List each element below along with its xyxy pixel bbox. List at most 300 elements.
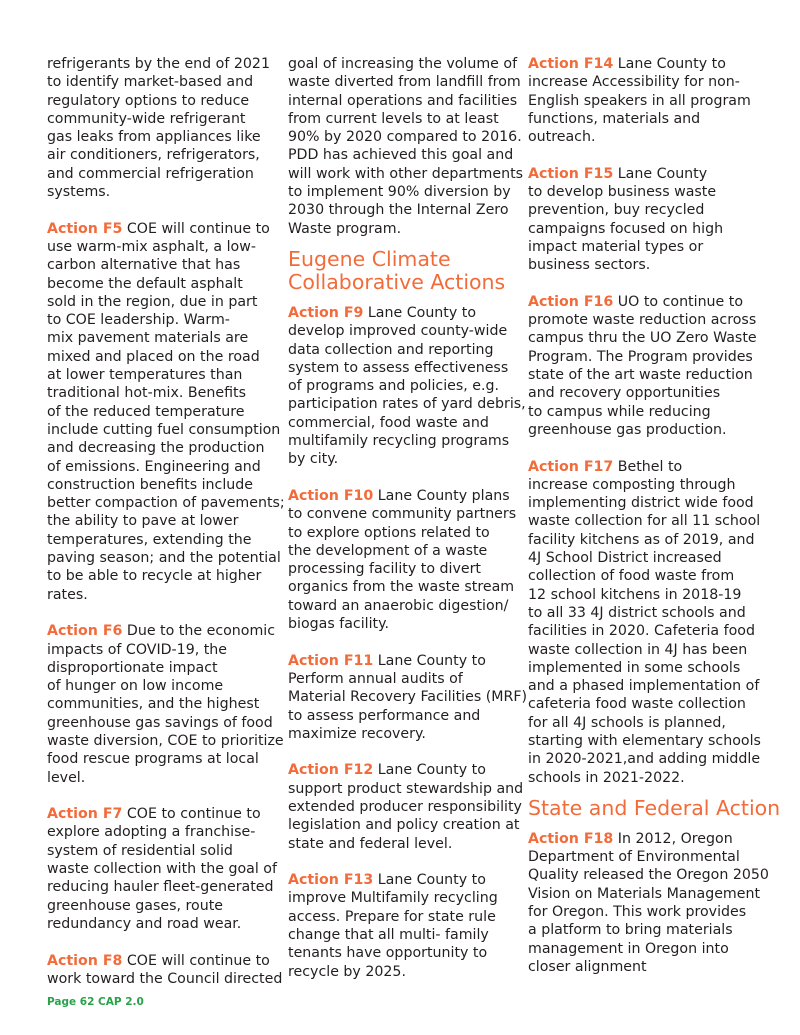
- text-line: [288, 128, 522, 146]
- line-text: to implement 90% diversion by: [288, 184, 511, 201]
- line-text: organics from the waste stream: [288, 579, 515, 596]
- line-text: Lane County to: [613, 56, 726, 72]
- line-text: reducing hauler fleet-generated: [47, 879, 274, 896]
- text-line: [528, 403, 768, 421]
- text-line: [528, 866, 768, 884]
- line-text: traditional hot-mix. Benefits: [47, 385, 246, 402]
- text-line: [47, 384, 277, 402]
- text-line: [288, 578, 518, 596]
- text-line: [47, 183, 277, 201]
- action-label: Action F16: [528, 293, 614, 310]
- line-text: and recovery opportunities: [528, 385, 721, 402]
- text-line: [528, 128, 768, 146]
- paragraph-gap: [47, 787, 277, 805]
- line-text: participation rates of yard debris,: [288, 396, 526, 413]
- paragraph-gap: [47, 604, 277, 622]
- line-text: for Oregon. This work provides: [528, 904, 747, 921]
- action-label: Action F10: [288, 487, 374, 504]
- text-line: [47, 165, 277, 183]
- line-text: 90% by 2020 compared to 2016.: [288, 129, 522, 146]
- text-line: [528, 567, 768, 585]
- line-text: impacts of COVID-19, the: [47, 641, 228, 658]
- text-line: [47, 952, 277, 970]
- text-line: [288, 670, 518, 688]
- line-text: English speakers in all program: [528, 92, 751, 109]
- section-heading: State and Federal Action: [528, 795, 781, 820]
- text-line: [528, 238, 768, 256]
- text-line: [288, 816, 518, 834]
- line-text: of emissions. Engineering and: [47, 458, 261, 475]
- text-line: [47, 366, 277, 384]
- text-line: [528, 110, 768, 128]
- text-line: [47, 641, 277, 659]
- action-label: Action F8: [47, 952, 123, 969]
- text-line: [47, 659, 277, 677]
- text-line: [47, 494, 285, 512]
- line-text: and a phased implementation of: [528, 678, 760, 695]
- heading-gap: [528, 820, 768, 830]
- text-line: [47, 823, 277, 841]
- column-3: [528, 55, 781, 976]
- text-line: [528, 830, 768, 848]
- paragraph-gap: [528, 275, 768, 293]
- text-line: [288, 871, 518, 889]
- text-line: [528, 512, 768, 530]
- line-text: support product stewardship and: [288, 780, 524, 797]
- text-line: [47, 586, 277, 604]
- line-text: from current levels to at least: [288, 110, 499, 127]
- line-text: sold in the region, due in part: [47, 293, 258, 310]
- action-label: Action F17: [528, 458, 614, 475]
- text-line: [288, 908, 518, 926]
- text-line: [528, 903, 768, 921]
- line-text: Due to the economic: [122, 623, 276, 640]
- text-line: [528, 885, 768, 903]
- text-line: [528, 622, 768, 640]
- text-line: [47, 311, 277, 329]
- text-line: [47, 110, 277, 128]
- line-text: processing facility to divert: [288, 561, 481, 578]
- line-text: regulatory options to reduce: [47, 92, 250, 109]
- action-label: Action F6: [47, 623, 123, 640]
- line-text: a platform to bring materials: [528, 922, 733, 939]
- paragraph-gap: [528, 439, 768, 457]
- line-text: to be able to recycle at higher: [47, 568, 262, 585]
- text-line: [288, 889, 518, 907]
- text-line: [528, 421, 768, 439]
- text-line: [47, 92, 277, 110]
- text-line: [528, 940, 768, 958]
- line-text: level.: [47, 769, 86, 786]
- text-line: [528, 531, 768, 549]
- text-line: [47, 256, 277, 274]
- text-line: [288, 359, 518, 377]
- text-line: [528, 549, 768, 567]
- text-line: [47, 55, 277, 73]
- text-line: [47, 714, 277, 732]
- line-text: mix pavement materials are: [47, 330, 249, 347]
- line-text: waste collection with the goal of: [47, 861, 277, 878]
- line-text: waste collection for all 11 school: [528, 513, 761, 530]
- line-text: gas leaks from appliances like: [47, 129, 261, 146]
- line-text: to convene community partners: [288, 506, 517, 523]
- line-text: system of residential solid: [47, 842, 233, 859]
- text-line: [528, 220, 768, 238]
- line-text: at lower temperatures than: [47, 367, 243, 384]
- text-line: [288, 615, 518, 633]
- line-text: greenhouse gas savings of food: [47, 714, 273, 731]
- paragraph-gap: [288, 469, 518, 487]
- line-text: facility kitchens as of 2019, and: [528, 531, 755, 548]
- line-text: Bethel to: [613, 458, 683, 475]
- text-line: [288, 341, 518, 359]
- line-text: impact material types or: [528, 238, 704, 255]
- text-line: [47, 512, 277, 530]
- line-text: Lane County plans: [373, 487, 510, 504]
- text-line: [288, 963, 518, 981]
- text-line: [528, 183, 768, 201]
- line-text: recycle by 2025.: [288, 963, 406, 980]
- action-label: Action F13: [288, 872, 374, 889]
- paragraph-gap: [528, 146, 768, 164]
- text-line: [288, 322, 518, 340]
- line-text: develop improved county-wide: [288, 323, 508, 340]
- text-line: [528, 769, 768, 787]
- text-line: [47, 549, 281, 567]
- line-text: increase Accessibility for non-: [528, 74, 740, 91]
- line-text: extended producer responsibility: [288, 798, 522, 815]
- line-text: implemented in some schools: [528, 659, 741, 676]
- line-text: state and federal level.: [288, 835, 453, 852]
- text-line: [528, 311, 768, 329]
- text-line: [47, 476, 277, 494]
- paragraph-gap: [47, 201, 277, 219]
- line-text: UO to continue to: [613, 293, 744, 310]
- text-line: [47, 970, 283, 988]
- line-text: the ability to pave at lower: [47, 513, 239, 530]
- line-text: Perform annual audits of: [288, 670, 463, 687]
- line-text: multifamily recycling programs: [288, 433, 510, 450]
- line-text: for all 4J schools is planned,: [528, 714, 726, 731]
- text-line: [47, 146, 277, 164]
- line-text: closer alignment: [528, 958, 647, 975]
- text-line: [288, 432, 518, 450]
- text-line: [288, 92, 518, 110]
- text-line: [47, 915, 277, 933]
- text-line: [528, 677, 768, 695]
- line-text: facilities in 2020. Cafeteria food: [528, 623, 755, 640]
- text-line: [288, 377, 518, 395]
- line-text: COE will continue to: [122, 952, 270, 969]
- text-line: [288, 165, 524, 183]
- text-line: [528, 73, 768, 91]
- line-text: to identify market-based and: [47, 74, 254, 91]
- line-text: of programs and policies, e.g.: [288, 378, 500, 395]
- text-line: [47, 439, 277, 457]
- line-text: toward an anaerobic digestion/: [288, 597, 509, 614]
- action-label: Action F11: [288, 652, 374, 669]
- text-line: [288, 201, 518, 219]
- paragraph-gap: [288, 853, 518, 871]
- line-text: include cutting fuel consumption: [47, 421, 281, 438]
- line-text: waste diversion, COE to prioritize: [47, 732, 284, 749]
- line-text: biogas facility.: [288, 616, 389, 633]
- line-text: 2030 through the Internal Zero: [288, 202, 509, 219]
- line-text: to develop business waste: [528, 184, 717, 201]
- line-text: implementing district wide food: [528, 495, 754, 512]
- text-line: [528, 714, 768, 732]
- line-text: community-wide refrigerant: [47, 110, 246, 127]
- text-line: [528, 92, 768, 110]
- line-text: goal of increasing the volume of: [288, 56, 518, 72]
- line-text: to COE leadership. Warm-: [47, 312, 230, 329]
- text-line: [528, 55, 768, 73]
- text-line: [288, 487, 518, 505]
- line-text: Material Recovery Facilities (MRF): [288, 689, 528, 706]
- text-line: [528, 958, 768, 976]
- text-line: [47, 567, 277, 585]
- line-text: access. Prepare for state rule: [288, 908, 496, 925]
- text-line: [288, 597, 518, 615]
- text-line: [288, 542, 518, 560]
- line-text: construction benefits include: [47, 476, 253, 493]
- line-text: state of the art waste reduction: [528, 367, 753, 384]
- line-text: Lane County to: [373, 762, 486, 779]
- text-line: [47, 878, 277, 896]
- line-text: Department of Environmental: [528, 849, 740, 866]
- text-line: [528, 256, 768, 274]
- line-text: Program. The Program provides: [528, 348, 753, 365]
- line-text: campaigns focused on high: [528, 220, 724, 237]
- line-text: In 2012, Oregon: [613, 830, 733, 847]
- text-line: [47, 531, 277, 549]
- line-text: Lane County to: [363, 304, 477, 321]
- text-line: [528, 366, 768, 384]
- action-label: Action F14: [528, 56, 614, 72]
- line-text: waste collection in 4J has been: [528, 641, 748, 658]
- line-text: will work with other departments: [288, 165, 524, 182]
- line-text: maximize recovery.: [288, 725, 426, 742]
- line-text: to assess performance and: [288, 707, 481, 724]
- line-text: the development of a waste: [288, 542, 488, 559]
- line-text: waste diverted from landfill from: [288, 74, 521, 91]
- text-line: [528, 732, 768, 750]
- line-text: Vision on Materials Management: [528, 885, 761, 902]
- text-line: [47, 220, 277, 238]
- text-line: [47, 695, 277, 713]
- line-text: food rescue programs at local: [47, 751, 259, 768]
- line-text: 12 school kitchens in 2018-19: [528, 586, 742, 603]
- line-text: and decreasing the production: [47, 440, 265, 457]
- text-line: [288, 835, 518, 853]
- line-text: carbon alternative that has: [47, 257, 241, 274]
- line-text: to campus while reducing: [528, 403, 711, 420]
- line-text: temperatures, extending the: [47, 531, 252, 548]
- line-text: in 2020-2021,and adding middle: [528, 751, 761, 768]
- line-text: cafeteria food waste collection: [528, 696, 746, 713]
- text-line: [288, 761, 518, 779]
- line-text: greenhouse gas production.: [528, 421, 727, 438]
- text-line: [528, 586, 768, 604]
- text-line: [528, 494, 768, 512]
- text-line: [288, 926, 518, 944]
- text-line: [528, 848, 768, 866]
- line-text: Quality released the Oregon 2050: [528, 867, 769, 884]
- line-text: data collection and reporting: [288, 341, 494, 358]
- action-label: Action F9: [288, 304, 364, 321]
- line-text: of the reduced temperature: [47, 403, 245, 420]
- text-line: [47, 842, 277, 860]
- text-line: [47, 769, 277, 787]
- line-text: outreach.: [528, 129, 596, 146]
- text-line: [47, 329, 277, 347]
- text-line: [288, 304, 518, 322]
- text-line: [288, 110, 518, 128]
- line-text: business sectors.: [528, 257, 651, 274]
- text-line: [528, 458, 768, 476]
- action-label: Action F15: [528, 165, 614, 182]
- text-line: [288, 798, 522, 816]
- line-text: systems.: [47, 184, 111, 201]
- text-line: [528, 384, 768, 402]
- line-text: campus thru the UO Zero Waste: [528, 330, 757, 347]
- text-line: [528, 476, 768, 494]
- text-line: [288, 450, 518, 468]
- text-line: [288, 688, 528, 706]
- text-line: [528, 604, 768, 622]
- line-text: Waste program.: [288, 220, 402, 237]
- line-text: to explore options related to: [288, 524, 490, 541]
- text-line: [47, 73, 277, 91]
- action-label: Action F5: [47, 220, 123, 237]
- text-line: [47, 622, 277, 640]
- line-text: COE will continue to: [122, 220, 270, 237]
- text-line: [47, 275, 277, 293]
- text-line: [47, 421, 281, 439]
- line-text: paving season; and the potential: [47, 550, 281, 567]
- paragraph-gap: [288, 743, 518, 761]
- text-line: [288, 524, 518, 542]
- heading-gap: [288, 294, 518, 304]
- text-line: [528, 293, 768, 311]
- text-line: [288, 944, 518, 962]
- text-line: [288, 55, 518, 73]
- line-text: greenhouse gases, route: [47, 897, 223, 914]
- line-text: prevention, buy recycled: [528, 202, 705, 219]
- line-text: and commercial refrigeration: [47, 165, 254, 182]
- text-line: [47, 677, 277, 695]
- text-line: [528, 165, 768, 183]
- text-line: [528, 348, 768, 366]
- text-line: [288, 560, 518, 578]
- text-line: [47, 238, 277, 256]
- text-line: [288, 146, 518, 164]
- text-line: [528, 921, 768, 939]
- line-text: legislation and policy creation at: [288, 817, 520, 834]
- text-line: [288, 414, 518, 432]
- line-text: mixed and placed on the road: [47, 348, 260, 365]
- text-line: [528, 641, 768, 659]
- line-text: promote waste reduction across: [528, 312, 757, 329]
- paragraph-gap: [288, 633, 518, 651]
- text-line: [47, 293, 277, 311]
- line-text: disproportionate impact: [47, 659, 218, 676]
- line-text: to all 33 4J district schools and: [528, 604, 746, 621]
- line-text: Lane County to: [373, 872, 486, 889]
- action-label: Action F18: [528, 830, 614, 847]
- text-line: [528, 695, 768, 713]
- line-text: increase composting through: [528, 476, 736, 493]
- text-line: [528, 201, 768, 219]
- line-text: 4J School District increased: [528, 550, 722, 567]
- text-line: [528, 750, 768, 768]
- text-line: [288, 725, 518, 743]
- text-line: [47, 897, 277, 915]
- text-line: [288, 707, 518, 725]
- line-text: redundancy and road wear.: [47, 915, 242, 932]
- text-line: [288, 73, 521, 91]
- text-line: [47, 128, 277, 146]
- text-line: [47, 750, 277, 768]
- text-line: [528, 659, 768, 677]
- paragraph-gap: [47, 933, 277, 951]
- text-line: [528, 329, 768, 347]
- text-line: [47, 805, 277, 823]
- text-line: [47, 458, 277, 476]
- line-text: COE to continue to: [122, 806, 261, 823]
- line-text: use warm-mix asphalt, a low-: [47, 238, 256, 255]
- line-text: change that all multi- family: [288, 927, 489, 944]
- line-text: explore adopting a franchise-: [47, 824, 256, 841]
- line-text: starting with elementary schools: [528, 732, 761, 749]
- text-line: [288, 652, 518, 670]
- line-text: refrigerants by the end of 2021: [47, 56, 270, 72]
- line-text: system to assess effectiveness: [288, 359, 509, 376]
- line-text: work toward the Council directed: [47, 970, 283, 987]
- line-text: better compaction of pavements;: [47, 495, 285, 512]
- line-text: improve Multifamily recycling: [288, 890, 498, 907]
- section-heading: Eugene Climate: [288, 246, 451, 271]
- line-text: PDD has achieved this goal and: [288, 147, 514, 164]
- page-footer: Page 62 CAP 2.0: [47, 996, 144, 1008]
- line-text: functions, materials and: [528, 110, 701, 127]
- column-2: [288, 55, 528, 981]
- action-label: Action F7: [47, 806, 123, 823]
- line-text: by city.: [288, 451, 339, 468]
- line-text: of hunger on low income: [47, 678, 224, 695]
- line-text: collection of food waste from: [528, 568, 735, 585]
- line-text: internal operations and facilities: [288, 92, 518, 109]
- text-line: [47, 348, 277, 366]
- text-line: [288, 220, 518, 238]
- action-label: Action F12: [288, 762, 374, 779]
- column-1: [47, 55, 285, 988]
- line-text: rates.: [47, 586, 88, 603]
- line-text: Lane County to: [373, 652, 486, 669]
- line-text: management in Oregon into: [528, 940, 729, 957]
- section-heading: Collaborative Actions: [288, 269, 506, 294]
- text-line: [288, 183, 518, 201]
- text-line: [47, 403, 277, 421]
- line-text: schools in 2021-2022.: [528, 769, 685, 786]
- text-line: [288, 505, 518, 523]
- line-text: Lane County: [613, 165, 708, 182]
- text-line: [47, 860, 277, 878]
- text-line: [288, 395, 526, 413]
- text-line: [47, 732, 284, 750]
- line-text: air conditioners, refrigerators,: [47, 147, 260, 164]
- text-line: [288, 780, 524, 798]
